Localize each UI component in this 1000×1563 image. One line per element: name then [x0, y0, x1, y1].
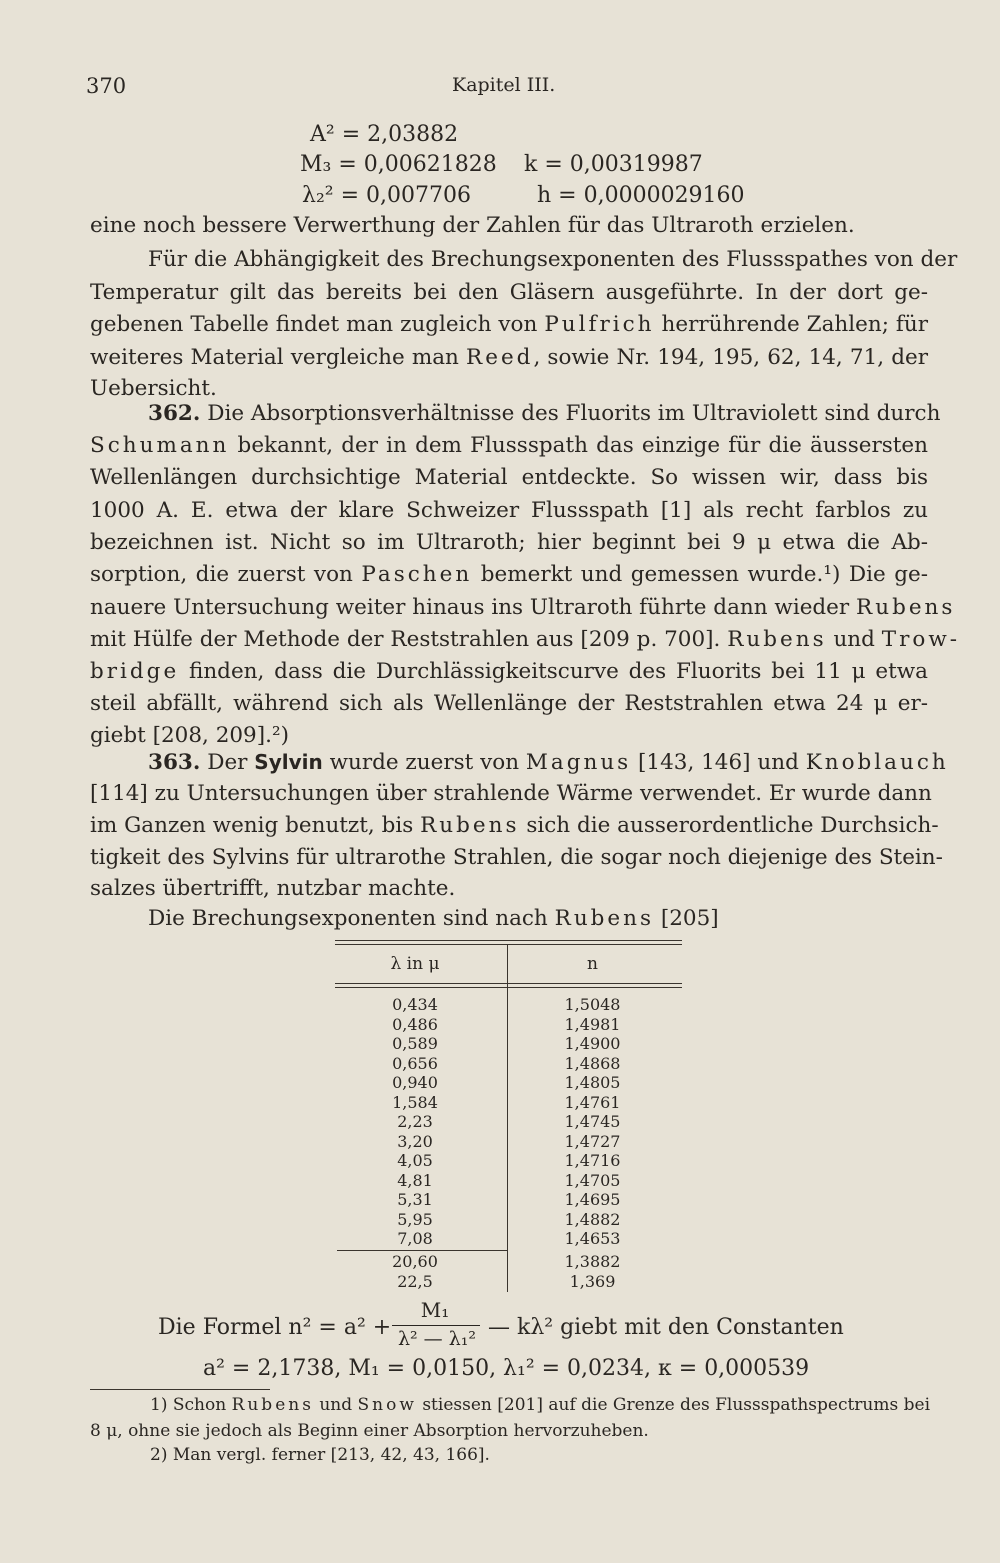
lambda-cell: 5,31 [397, 1190, 433, 1209]
text-line: gebenen Tabelle findet man zugleich von Pulfrich herrührende Zahlen; für [90, 312, 928, 337]
lambda-column-extra [360, 1252, 470, 1291]
table-rule [335, 944, 682, 945]
n-column-extra [530, 1252, 655, 1291]
lambda-cell: 0,940 [392, 1073, 438, 1092]
lambda-cell: 0,434 [392, 995, 438, 1014]
text-line: Uebersicht. [90, 376, 217, 401]
lambda-cell: 22,5 [397, 1271, 433, 1291]
text-line: Für die Abhängigkeit des Brechungsexponenten des Flussspathes von der [148, 247, 958, 272]
text-line: mit Hülfe der Methode der Reststrahlen aus [209 p. 700]. Rubens und Trow- [90, 627, 960, 652]
n-cell: 1,4745 [564, 1112, 621, 1131]
footnote-2: 2) Man vergl. ferner [213, 42, 43, 166]. [150, 1445, 490, 1465]
section-363-line: 363. Der Sylvin wurde zuerst von Magnus [143, 146] und Knoblauch [148, 750, 949, 775]
formula-lambda2: λ₂² = 0,007706 [302, 183, 471, 208]
n-cell: 1,5048 [564, 995, 621, 1014]
table-rule [335, 987, 682, 988]
text-line: bezeichnen ist. Nicht so im Ultraroth; hier beginnt bei 9 μ etwa die Ab- [90, 530, 928, 555]
text-line: Schumann bekannt, der in dem Flussspath das einzige für die äussersten [90, 433, 928, 458]
text-line: Die Brechungsexponenten sind nach Rubens [205] [148, 906, 719, 931]
n-cell: 1,4695 [564, 1190, 621, 1209]
lambda-cell: 0,656 [392, 1053, 438, 1073]
n-cell: 1,3882 [564, 1252, 621, 1271]
lambda-cell: 0,486 [392, 1014, 438, 1034]
table-header-n: n [587, 954, 598, 974]
text-line: tigkeit des Sylvins für ultrarothe Strahlen, die sogar noch diejenige des Stein- [90, 845, 943, 870]
lambda-cell: 20,60 [392, 1252, 438, 1271]
table-header-lambda: λ in μ [390, 954, 440, 974]
lambda-cell: 4,05 [397, 1151, 433, 1170]
text-line: Temperatur gilt das bereits bei den Gläsern ausgeführte. In der dort ge- [90, 280, 928, 305]
section-362-line: 362. Die Absorptionsverhältnisse des Fluorits im Ultraviolett sind durch [148, 401, 941, 426]
n-cell: 1,4727 [564, 1131, 621, 1151]
formula-constants: a² = 2,1738, M₁ = 0,0150, λ₁² = 0,0234, κ = 0,000539 [203, 1356, 810, 1381]
text-line: giebt [208, 209].²) [90, 723, 289, 748]
text-line: sorption, die zuerst von Paschen bemerkt und gemessen wurde.¹) Die ge- [90, 562, 928, 587]
text-line: eine noch bessere Verwerthung der Zahlen für das Ultraroth erzielen. [90, 213, 855, 238]
footnote-rule [90, 1389, 270, 1390]
lambda-cell: 5,95 [397, 1209, 433, 1229]
formula-h: h = 0,0000029160 [537, 183, 745, 208]
n-cell: 1,4653 [564, 1229, 621, 1248]
formula-k: k = 0,00319987 [524, 152, 703, 177]
formula-m3: M₃ = 0,00621828 [300, 152, 497, 177]
lambda-cell: 4,81 [397, 1170, 433, 1190]
text-line: weiteres Material vergleiche man Reed, sowie Nr. 194, 195, 62, 14, 71, der [90, 345, 928, 370]
lambda-column [360, 995, 470, 1249]
table-column-divider [507, 944, 508, 1292]
formula-a2: A² = 2,03882 [310, 122, 459, 147]
section-number: 362. [148, 401, 201, 426]
footnote-1-continued: 8 μ, ohne sie jedoch als Beginn einer Absorption hervorzuheben. [90, 1421, 649, 1441]
lambda-cell: 1,584 [392, 1092, 438, 1112]
table-rule [337, 1250, 507, 1251]
lambda-cell: 2,23 [397, 1112, 433, 1131]
n-cell: 1,4868 [564, 1053, 621, 1073]
n-cell: 1,369 [569, 1271, 616, 1291]
lambda-cell: 0,589 [392, 1034, 438, 1053]
lambda-cell: 3,20 [397, 1131, 433, 1151]
table-rule [335, 940, 682, 941]
running-title: Kapitel III. [452, 74, 556, 96]
text-line: bridge finden, dass die Durchlässigkeitscurve des Fluorits bei 11 μ etwa [90, 659, 928, 684]
text-line: steil abfällt, während sich als Wellenlänge der Reststrahlen etwa 24 μ er- [90, 691, 928, 716]
text-line: [114] zu Untersuchungen über strahlende Wärme verwendet. Er wurde dann [90, 781, 932, 806]
n-cell: 1,4705 [564, 1170, 621, 1190]
table-rule [335, 983, 682, 984]
section-number: 363. [148, 750, 201, 775]
footnote-1: 1) Schon Rubens und Snow stiessen [201] auf die Grenze des Flussspathspectrums bei [150, 1395, 931, 1415]
n-cell: 1,4981 [564, 1014, 621, 1034]
text-line: Wellenlängen durchsichtige Material entdeckte. So wissen wir, dass bis [90, 465, 928, 490]
n-column [530, 995, 655, 1249]
text-line: im Ganzen wenig benutzt, bis Rubens sich die ausserordentliche Durchsich- [90, 813, 939, 838]
n-cell: 1,4716 [564, 1151, 621, 1170]
n-cell: 1,4882 [564, 1209, 621, 1229]
n-cell: 1,4805 [564, 1073, 621, 1092]
text-line: salzes übertrifft, nutzbar machte. [90, 876, 456, 901]
page-number: 370 [86, 74, 127, 98]
text-line: nauere Untersuchung weiter hinaus ins Ultraroth führte dann wieder Rubens [90, 595, 956, 620]
lambda-cell: 7,08 [397, 1229, 433, 1248]
book-page: 370 Kapitel III. A² = 2,03882 M₃ = 0,00621828 k = 0,00319987 λ₂² = 0,007706 h = 0,0000029160 eine noch bessere Verwerthung der Zahlen für das Ultraroth erzielen. Für die Abhängigkeit des Brechungsexponenten des Flussspathes von der Temperatur gilt das bereits bei den Gläsern ausgeführte. In der dort ge- gebenen Tabelle findet man zugleich von Pulfrich herrührende Zahlen; für weiteres Material vergleiche man Reed, sowie Nr. 194, 195, 62, 14, 71, der Uebersicht. 362. Die Absorptionsverhältnisse des Fluorits im Ultraviolett sind durch Schumann bekannt, der in dem Flussspath das einzige für die äussersten Wellenlängen durchsichtige Material entdeckte. So wissen wir, dass bis 1000 A. E. etwa der klare Schweizer Flussspath [1] als recht farblos zu bezeichnen ist. Nicht so im Ultraroth; hier beginnt bei 9 μ etwa die Ab- sorption, die zuerst von Paschen bemerkt und gemessen wurde.¹) Die ge- nauere Untersuchung weiter hinaus ins Ultraroth führte dann wieder Rubens mit Hülfe der Methode der Reststrahlen aus [209 p. 700]. Rubens und Trow- bridge finden, dass die Durchlässigkeitscurve des Fluorits bei 11 μ etwa steil abfällt, während sich als Wellenlänge der Reststrahlen etwa 24 μ er- giebt [208, 209].²) 363. Der Sylvin wurde zuerst von Magnus [143, 146] und Knoblauch [114] zu Untersuchungen über strahlende Wärme verwendet. Er wurde dann im Ganzen wenig benutzt, bis Rubens sich die ausserordentliche Durchsich- tigkeit des Sylvins für ultrarothe Strahlen, die sogar noch diejenige des Stein- salzes übertrifft, nutzbar machte. Die Brechungsexponenten sind nach Rubens [205] λ in μ n 0,434 0,486 0,589 0,656 0,940 1,584 2,23 3,20 4,05 4,81 5,31 5,95 7,08 1,5048 1,4981 1,4900 1,4868 1,4805 1,4761 1,4745 1,4727 1,4716 1,4705 1,4695 1,4882 1,4653 20,60 22,5 1,3882 1,369 Die Formel n² = a² + M₁ λ² — λ₁² — kλ² giebt mit den Constanten a² = 2,1738, M₁ = 0,0150, λ₁² = 0,0234, κ = 0,000539 1) Schon Rubens und Snow stiessen [201] auf die Grenze des Flussspathspectrums bei 8 μ, ohne sie jedoch als Beginn einer Absorption hervorzuheben. 2) Man vergl. ferner [213, 42, 43, 166]. [86, 74, 960, 1465]
n-cell: 1,4761 [564, 1092, 621, 1112]
text-line: 1000 A. E. etwa der klare Schweizer Flussspath [1] als recht farblos zu [90, 498, 928, 523]
n-cell: 1,4900 [564, 1034, 621, 1053]
